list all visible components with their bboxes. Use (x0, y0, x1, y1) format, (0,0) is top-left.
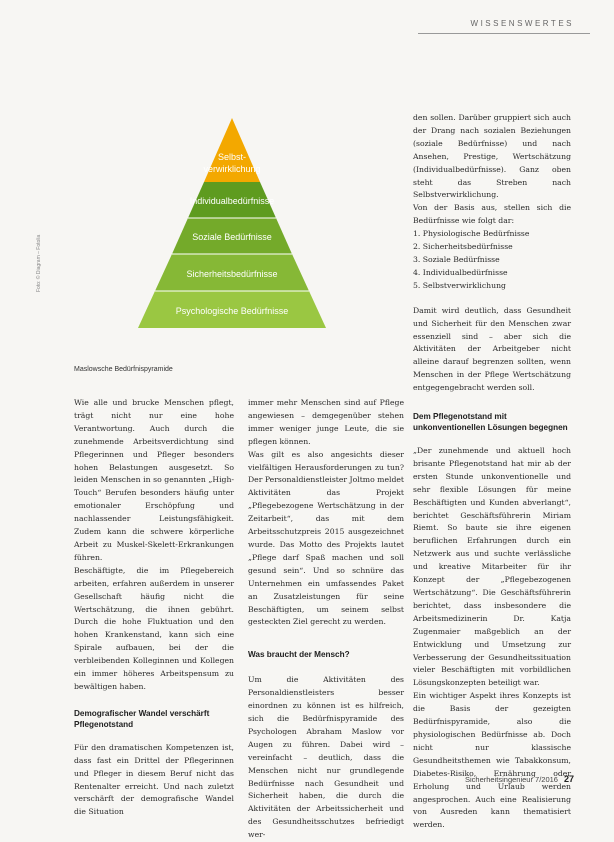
list-item: 2. Sicherheitsbedürfnisse (413, 242, 513, 252)
col2-paragraph: Um die Aktivitäten des Personaldienstleisters besser einordnen zu können ist es hilfreich, sich die Bedürfnispyramide des Psychologen Abraham Maslow vor Augen zu führen. Dabei wird – vereinfacht – deutlich, dass die Menschen nicht nur grundlegende Bedürfnisse nach Gesundheit und Sicherheit haben, die durch die Aktivitäten der Arbeitssicherheit und des Gesundheitsschutzes befriedigt wer- (248, 675, 404, 840)
pyramid-label-1: Psychologische Bedürfnisse (175, 306, 289, 316)
pyramid-label-5a: Selbst- (217, 152, 247, 162)
column-2 (248, 397, 404, 842)
col1-paragraph: Beschäftigte, die im Pflegebereich arbeiten, erfahren außerdem in unserer Gesellschaft häufig nicht die Wertschätzung, die ihnen gebührt. Durch die hohe Fluktuation und den hohen Krankenstand, kann sich eine Spirale aufbauen, bei der die verbleibenden Kolleginnen und Kollegen ein immer höheres Arbeitspensum zu bewältigen haben. (74, 565, 234, 691)
col2-heading: Was braucht der Mensch? (248, 650, 350, 660)
col2-paragraph: immer mehr Menschen sind auf Pflege angewiesen – demgegenüber stehen immer weniger junge Leute, die sie pflegen können. (248, 398, 404, 446)
header-rule (418, 33, 590, 34)
needs-pyramid (62, 100, 402, 350)
magazine-name: Sicherheitsingenieur 7/2016 (465, 775, 558, 784)
pyramid-label-4: Individualbedürfnisse (189, 196, 275, 206)
col1-paragraph: Wie alle und brucke Menschen pflegt, trägt nicht nur eine hohe Verantwortung. Auch durch die zunehmende Arbeitsverdichtung sind Pflegerinnen und Pfleger besonders hohen Belastungen ausgesetzt. So leiden Menschen in so genannten „High-Touch“ Berufen besonders häufig unter emotionaler Erschöpfung und nachlassender Leistungsfähigkeit. Zudem kann die schwere körperliche Arbeit zu Muskel-Skelett-Erkrankungen führen. (74, 398, 234, 562)
list-item: 5. Selbstverwirklichung (413, 280, 506, 290)
col3-paragraph: Von der Basis aus, stellen sich die Bedürfnisse wie folgt dar: (413, 203, 571, 226)
list-item: 3. Soziale Bedürfnisse (413, 254, 500, 264)
list-item: 1. Physiologische Bedürfnisse (413, 229, 530, 239)
col3-paragraph: Ein wichtiger Aspekt ihres Konzepts ist die Basis der gezeigten Bedürfnispyramide, also die physiologischen Bedürfnisse ab. Doch nicht nur klassische Gesundheitsthemen wie Tabakkonsum, Diabetes-Risiko, Ernährung oder Erholung und Urlaub werden angesprochen. Auch eine Realisierung von Ausreden kann thematisiert werden. (413, 691, 571, 830)
column-3 (413, 112, 571, 832)
pyramid-label-3: Soziale Bedürfnisse (192, 232, 272, 242)
col3-paragraph: den sollen. Darüber gruppiert sich auch der Drang nach sozialen Beziehungen (soziale Bedürfnisse) und nach Ansehen, Prestige, Wertschätzung (Individualbedürfnisse). Ganz oben steht das Streben nach Selbstverwirklichung. (413, 113, 571, 200)
col2-paragraph: Was gilt es also angesichts dieser vielfältigen Herausforderungen zu tun? Der Personaldienstleister Joltmo meldet Aktivitäten das Projekt „Pflegebezogene Wertschätzung in der Zeitarbeit“, das mit dem Arbeitsschutzpreis 2015 ausgezeichnet wurde. Das Motto des Projekts lautet „Pflege darf Spaß machen und soll gesund sein“. Und so schnüre das Unternehmen ein umfassendes Paket an Zusatzleistungen für seine Beschäftigten, um seinem selbst gesteckten Ziel gerecht zu werden. (248, 449, 405, 627)
figure-caption: Maslowsche Bedürfnispyramide (74, 366, 173, 373)
column-1 (74, 397, 234, 819)
section-tag: WISSENSWERTES (470, 19, 574, 28)
pyramid-label-2: Sicherheitsbedürfnisse (186, 269, 278, 279)
list-item: 4. Individualbedürfnisse (413, 267, 508, 277)
page-footer (465, 774, 574, 784)
col3-paragraph: „Der zunehmende und aktuell hoch brisante Pflegenotstand hat mir ab der ersten Stunde unkonventionelle und sehr flexible Lösungen für meine Beschäftigten und Kunden abverlangt“, berichtet Geschäftsführerin Miriam Riemt. So baute sie ihre eigenen beruflichen Erfahrungen durch ein Netzwerk aus und suchte verlässliche und kreative Mitarbeiter für ihr Konzept der „Pflegebezogenen Wertschätzung“. Die Geschäftsführerin berichtet, dass insbesondere die Arbeitsmedizinerin Dr. Katja Zugenmaier maßgeblich an der Entwicklung und Umsetzung zur Verbesserung der Gesundheitssituation vieler Beschäftigten mit vorbildlichen Lösungskonzepten beteiligt war. (413, 446, 571, 688)
needs-list (413, 228, 571, 293)
col1-heading: Demografischer Wandel verschärft Pflegenotstand (74, 708, 210, 729)
page-number: 27 (563, 774, 574, 784)
col1-paragraph: Für den dramatischen Kompetenzen ist, dass fast ein Drittel der Pflegerinnen und Pfleger in diesem Beruf nicht das Rentenalter erreicht. Und nach zuletzt verschärft der demografische Wandel die Situation (74, 742, 234, 817)
pyramid-label-5b: verwirklichung (203, 164, 261, 174)
col3-paragraph: Damit wird deutlich, dass Gesundheit und Sicherheit für den Menschen zwar essenziell sind – aber sich die Aktivitäten der Arbeitgeber nicht alleine darauf begrenzen sollten, wenn Menschen in der Pflege Wertschätzung entgegengebracht werden soll. (413, 305, 571, 393)
photo-credit: Foto: © Diagram – Fotolia (36, 234, 42, 292)
col3-heading: Dem Pflegenotstand mit unkonventionellen Lösungen begegnen (413, 412, 568, 433)
